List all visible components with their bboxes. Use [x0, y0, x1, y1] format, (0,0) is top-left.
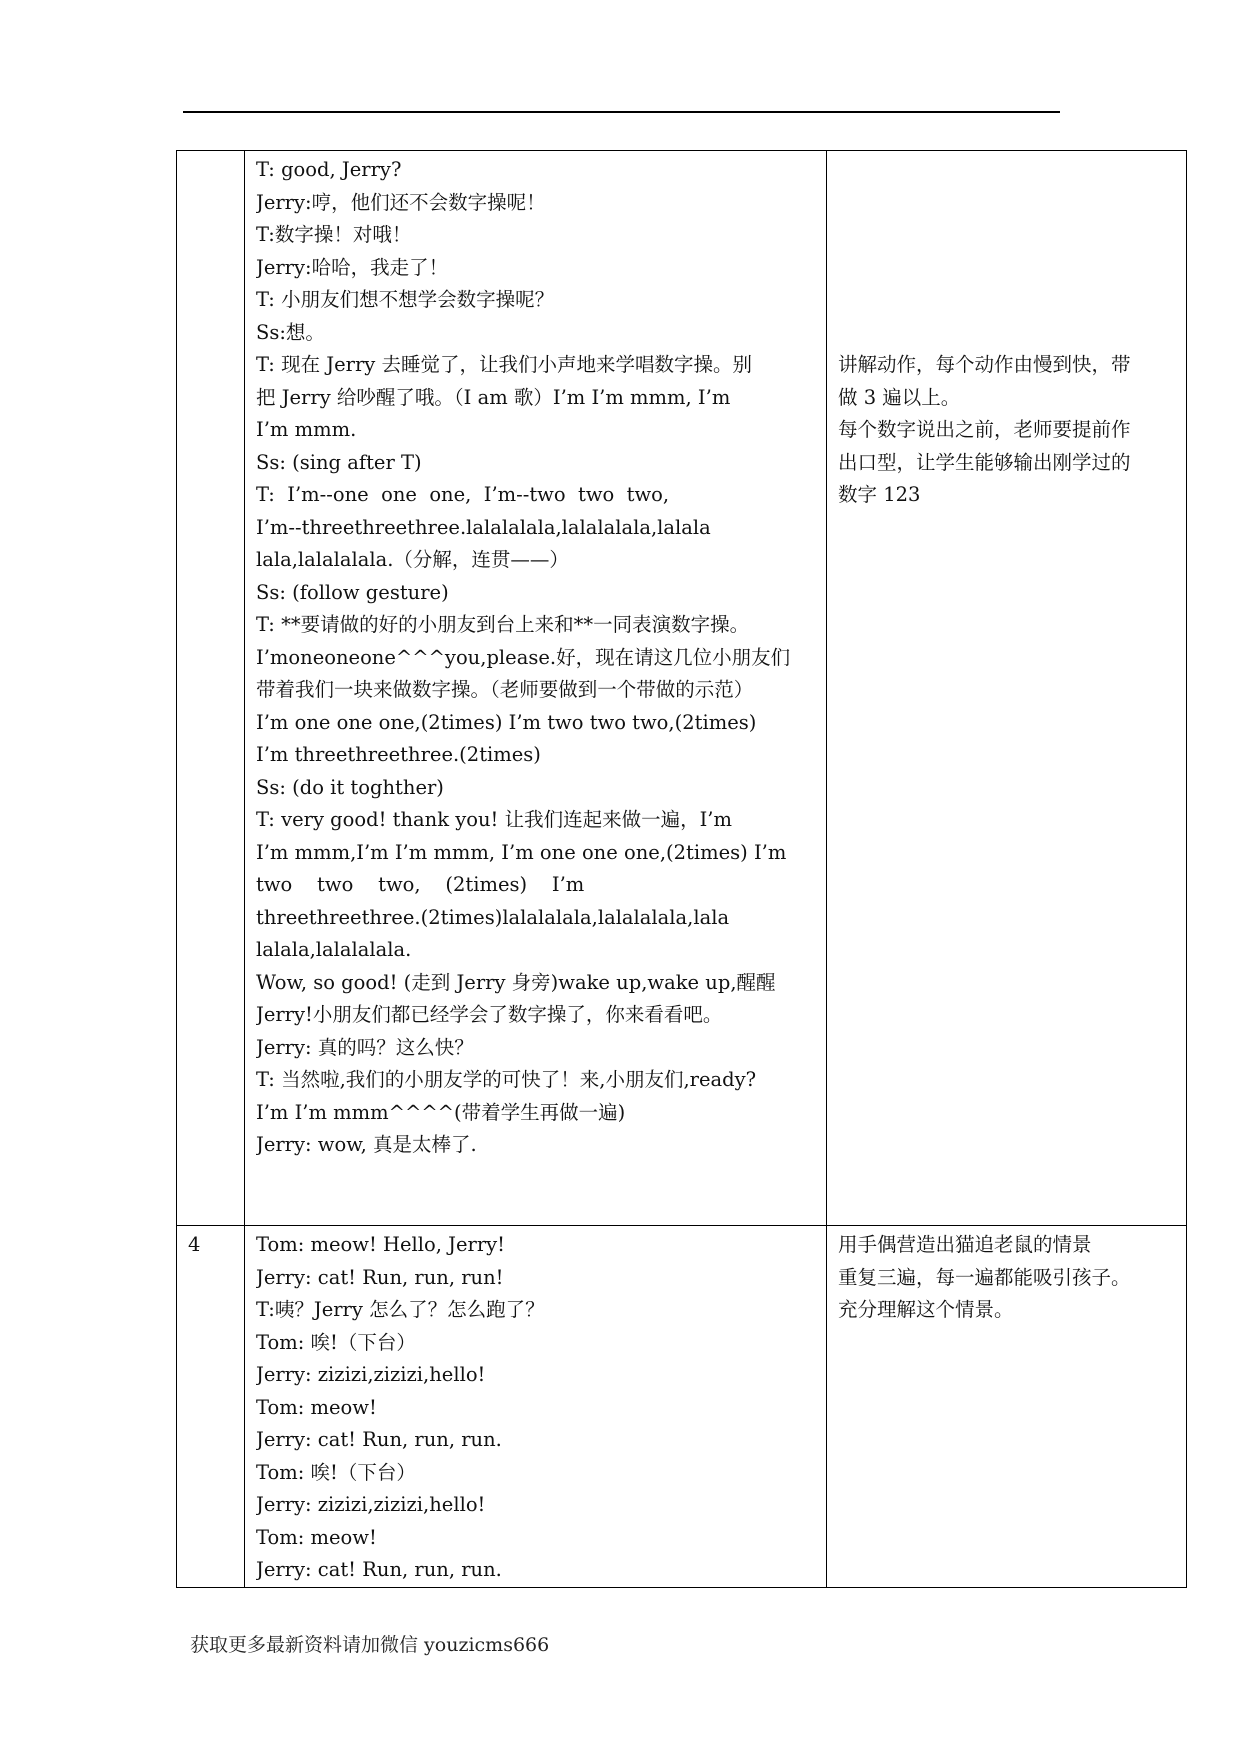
dialogue-line: Jerry: 真的吗？这么快？ — [256, 1035, 474, 1059]
dialogue-line: Jerry:哼，他们还不会数字操呢！ — [256, 190, 546, 214]
dialogue-line: I’m threethreethree.(2times) — [256, 743, 541, 766]
dialogue-line: T: 当然啦,我们的小朋友学的可快了！来,小朋友们,ready? — [256, 1068, 757, 1091]
note-line: 用手偶营造出猫追老鼠的情景 — [838, 1233, 1092, 1256]
dialogue-line: Jerry:哈哈，我走了！ — [256, 255, 449, 279]
notes-spacer — [838, 154, 1176, 349]
table-row — [177, 151, 1187, 1226]
dialogue-line: T: very good! thank you! 让我们连起来做一遍，I’m — [256, 808, 732, 831]
dialogue-line: lalala,lalalalala. — [256, 938, 412, 961]
dialogue-line: Jerry: zizizi,zizizi,hello! — [256, 1493, 486, 1516]
dialogue-line: Jerry: cat! Run, run, run. — [256, 1558, 502, 1581]
dialogue-line: Ss: (sing after T) — [256, 450, 422, 474]
dialogue-line: Jerry: wow, 真是太棒了. — [256, 1133, 477, 1156]
dialogue-cell — [245, 1226, 827, 1588]
dialogue-line: 把 Jerry 给吵醒了哦。（I am 歌）I’m I’m mmm, I’m — [256, 385, 731, 409]
dialogue-line: Tom: meow! Hello, Jerry! — [256, 1233, 505, 1256]
dialogue-line: Jerry: cat! Run, run, run. — [256, 1428, 502, 1451]
dialogue-line: two two two, (2times) I’m — [256, 873, 585, 896]
note-line: 讲解动作，每个动作由慢到快，带 — [838, 353, 1131, 376]
dialogue-line: lala,lalalalala.（分解，连贯——） — [256, 548, 569, 571]
header-rule — [183, 111, 1060, 113]
dialogue-line: Jerry: cat! Run, run, run! — [256, 1265, 504, 1289]
step-number-cell — [177, 1226, 245, 1588]
note-line: 做 3 遍以上。 — [838, 385, 961, 409]
note-line: 充分理解这个情景。 — [838, 1298, 1014, 1321]
dialogue-line: Ss:想。 — [256, 320, 325, 344]
note-line: 出口型，让学生能够输出刚学过的 — [838, 450, 1131, 474]
dialogue-line: T: 现在 Jerry 去睡觉了，让我们小声地来学唱数字操。别 — [256, 353, 752, 376]
dialogue-line: I’moneoneone^^^you,please.好，现在请这几位小朋友们 — [256, 645, 791, 669]
dialogue-line: Tom: 唉!（下台） — [256, 1330, 416, 1354]
dialogue-cell — [245, 151, 827, 1226]
dialogue-line: Jerry: zizizi,zizizi,hello! — [256, 1363, 486, 1386]
note-line: 每个数字说出之前，老师要提前作 — [838, 418, 1131, 441]
dialogue-line: T: good, Jerry? — [256, 158, 402, 181]
dialogue-line: Tom: meow! — [256, 1395, 377, 1419]
dialogue-line: Tom: 唉!（下台） — [256, 1460, 416, 1484]
lesson-plan-table — [176, 150, 1187, 1588]
dialogue-line: I’m one one one,(2times) I’m two two two,(2times) — [256, 710, 757, 734]
dialogue-line: T: I’m--one one one, I’m--two two two, — [256, 483, 670, 506]
teaching-notes-cell — [827, 151, 1187, 1226]
dialogue-line: Ss: (do it toghther) — [256, 775, 444, 799]
step-number: 4 — [188, 1233, 201, 1256]
dialogue-line: T: 小朋友们想不想学会数字操呢？ — [256, 288, 555, 311]
note-line: 数字 123 — [838, 483, 921, 506]
teaching-notes-cell — [827, 1226, 1187, 1588]
dialogue-line: T:咦？Jerry 怎么了？怎么跑了？ — [256, 1298, 545, 1321]
dialogue-line: 带着我们一块来做数字操。（老师要做到一个带做的示范） — [256, 678, 754, 701]
dialogue-line: threethreethree.(2times)lalalalala,lalalalala,lala — [256, 905, 730, 929]
step-number-cell — [177, 151, 245, 1226]
dialogue-line: I’m--threethreethree.lalalalala,lalalalala,lalala — [256, 515, 711, 539]
footer-note: 获取更多最新资料请加微信 youzicms666 — [190, 1634, 550, 1656]
table-row — [177, 1226, 1187, 1588]
dialogue-line: I’m mmm. — [256, 418, 357, 441]
dialogue-line: Tom: meow! — [256, 1525, 377, 1549]
dialogue-line: I’m I’m mmm^^^^(带着学生再做一遍) — [256, 1100, 626, 1124]
dialogue-line: T: **要请做的好的小朋友到台上来和**一同表演数字操。 — [256, 613, 750, 636]
dialogue-line: Jerry!小朋友们都已经学会了数字操了，你来看看吧。 — [256, 1003, 723, 1026]
dialogue-line: T:数字操！对哦！ — [256, 223, 412, 246]
dialogue-line: Ss: (follow gesture) — [256, 580, 449, 604]
dialogue-line: Wow, so good! (走到 Jerry 身旁)wake up,wake up,醒醒 — [256, 970, 776, 994]
note-line: 重复三遍，每一遍都能吸引孩子。 — [838, 1265, 1131, 1289]
dialogue-line: I’m mmm,I’m I’m mmm, I’m one one one,(2times) I’m — [256, 840, 787, 864]
